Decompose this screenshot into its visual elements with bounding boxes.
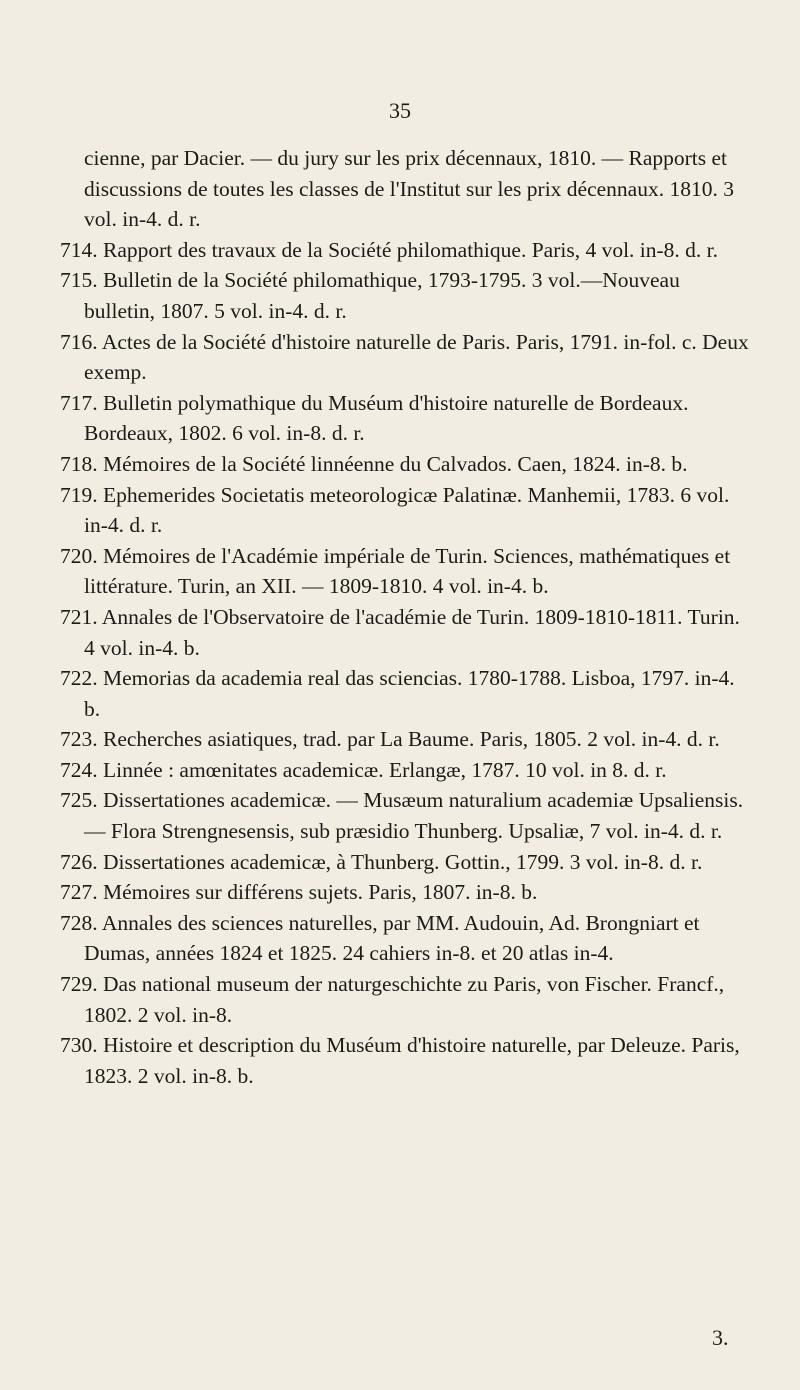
catalog-entry: 724. Linnée : amœnitates academicæ. Erlangæ, 1787. 10 vol. in 8. d. r. [60, 757, 667, 782]
catalog-entry: 720. Mémoires de l'Académie impériale de Turin. Sciences, mathématiques et littérature. Turin, an XII. — 1809-1810. 4 vol. in-4. b. [60, 543, 731, 599]
catalog-entry: 715. Bulletin de la Société philomathique, 1793-1795. 3 vol.—Nouveau bulletin, 1807. 5 vol. in-4. d. r. [60, 268, 680, 323]
page-number: 35 [389, 98, 411, 123]
catalog-entry: 718. Mémoires de la Société linnéenne du Calvados. Caen, 1824. in-8. b. [60, 451, 688, 476]
catalog-entry: 722. Memorias da academia real das sciencias. 1780-1788. Lisboa, 1797. in-4. b. [60, 666, 735, 721]
catalog-entry: 716. Actes de la Société d'histoire naturelle de Paris. Paris, 1791. in-fol. c. Deux exemp. [60, 329, 749, 385]
catalog-entry: 725. Dissertationes academicæ. — Musæum naturalium academiæ Upsaliensis. — Flora Strengnesensis, sub præsidio Thunberg. Upsaliæ, 7 vol. in-4. d. r. [60, 788, 744, 844]
catalog-entry: 717. Bulletin polymathique du Muséum d'histoire naturelle de Bordeaux. Bordeaux, 1802. 6 vol. in-8. d. r. [60, 390, 689, 446]
catalog-entry: 714. Rapport des travaux de la Société philomathique. Paris, 4 vol. in-8. d. r. [60, 237, 719, 262]
catalog-entry: cienne, par Dacier. — du jury sur les prix décennaux, 1810. — Rapports et discussions de toutes les classes de l'Institut sur les prix décennaux. 1810. 3 vol. in-4. d. r. [84, 146, 734, 232]
signature-mark: 3. [712, 1325, 729, 1350]
catalog-entry: 730. Histoire et description du Muséum d'histoire naturelle, par Deleuze. Paris, 1823. 2 vol. in-8. b. [60, 1033, 740, 1088]
catalog-entry: 723. Recherches asiatiques, trad. par La Baume. Paris, 1805. 2 vol. in-4. d. r. [60, 727, 720, 752]
catalog-entry: 726. Dissertationes academicæ, à Thunberg. Gottin., 1799. 3 vol. in-8. d. r. [60, 849, 703, 874]
catalog-entry: 721. Annales de l'Observatoire de l'académie de Turin. 1809-1810-1811. Turin. 4 vol. in-4. b. [60, 604, 740, 660]
catalog-entries [60, 143, 750, 1091]
catalog-entry: 729. Das national museum der naturgeschichte zu Paris, von Fischer. Francf., 1802. 2 vol. in-8. [60, 972, 725, 1027]
catalog-entry: 719. Ephemerides Societatis meteorologicæ Palatinæ. Manhemii, 1783. 6 vol. in-4. d. r. [60, 482, 730, 538]
catalog-entry: 727. Mémoires sur différens sujets. Paris, 1807. in-8. b. [60, 880, 538, 905]
catalog-entry: 728. Annales des sciences naturelles, par MM. Audouin, Ad. Brongniart et Dumas, années 1824 et 1825. 24 cahiers in-8. et 20 atlas in-4. [60, 910, 700, 966]
